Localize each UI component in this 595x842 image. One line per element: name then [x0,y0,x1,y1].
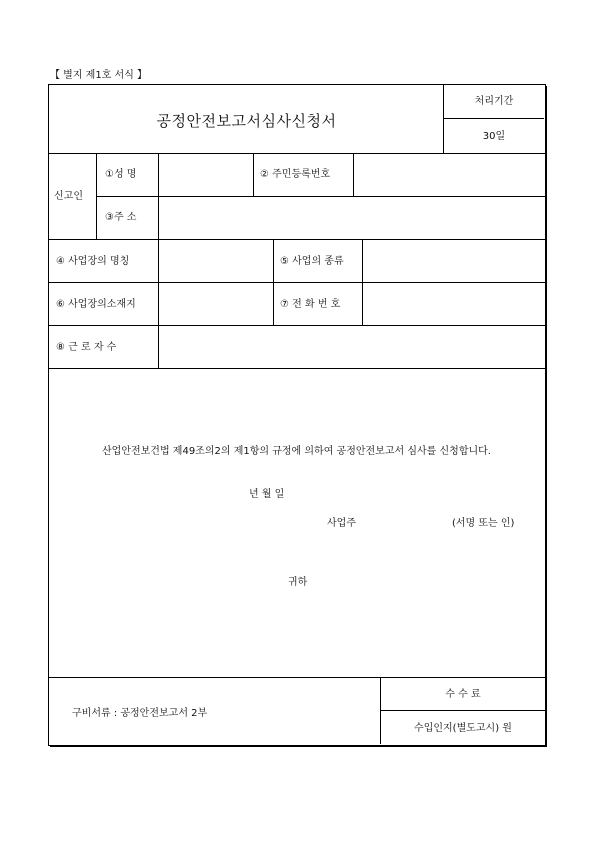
phone-label: ⑦ 전 화 번 호 [280,299,341,310]
required-documents: 구비서류 : 공정안전보고서 2부 [72,708,208,719]
address-field[interactable] [160,198,543,237]
processing-value: 30일 [482,131,506,142]
signature-label: (서명 또는 인) [452,518,515,529]
processing-divider-h [443,118,544,119]
applicant-row-divider [96,196,545,197]
workplace-row3-bottom [48,368,545,369]
workplace-location-label: ⑥ 사업장의소재지 [56,299,136,310]
applicant-bottom-line [48,239,545,240]
workplace-name-label: ④ 사업장의 명칭 [56,256,130,267]
workplace-label-divider [158,240,159,368]
fee-value: 수입인지(별도고시) 원 [414,723,512,734]
employer-label: 사업주 [327,518,356,529]
id-label-divider-right [353,154,354,196]
workplace-location-field[interactable] [160,285,272,323]
resident-number-label: ② 주민등록번호 [260,169,331,180]
business-type-label: ⑤ 사업의 종류 [280,256,344,267]
workplace-row2-bottom [48,325,545,326]
applicant-label: 신고인 [54,191,83,202]
frame-shadow-right [545,86,547,747]
signature-field[interactable] [365,514,447,532]
workers-field[interactable] [160,328,543,366]
workplace-row1-bottom [48,282,545,283]
workers-label: ⑧ 근 로 자 수 [56,342,117,353]
business-type-field[interactable] [364,242,543,280]
application-statement: 산업안전보건법 제49조의2의 제1항의 규정에 의하여 공정안전보고서 심사를 신청합니다. [102,446,491,457]
frame-shadow-bottom [50,745,547,747]
recipient-label: 귀하 [288,577,308,588]
workplace-name-field[interactable] [160,242,272,280]
fee-divider-h [380,710,545,711]
resident-number-field[interactable] [355,156,543,194]
form-label: 【 별지 제1호 서식 】 [50,70,148,81]
header-bottom-line [48,153,545,154]
name-label: ①성 명 [105,169,137,180]
processing-label: 처리기간 [474,96,514,107]
id-label-divider-left [253,154,254,196]
name-field[interactable] [160,156,252,194]
footer-top-line [48,677,545,678]
fee-label: 수 수 료 [445,689,481,700]
address-label: ③주 소 [105,212,137,223]
date-line: 년 월 일 [249,489,285,500]
form-title: 공정안전보고서심사신청서 [156,112,337,130]
phone-field[interactable] [364,285,543,323]
